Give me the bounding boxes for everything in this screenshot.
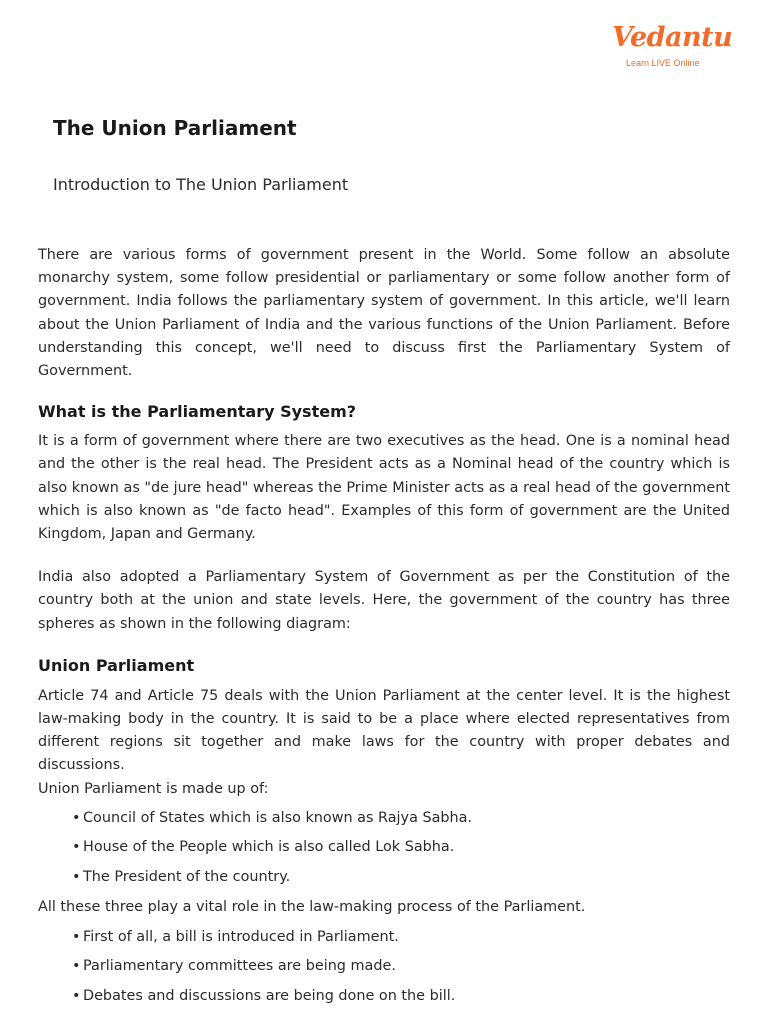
list-item: • Council of States which is also known as Rajya Sabha. (72, 809, 473, 826)
bullet-icon: • (72, 868, 81, 885)
bullet-icon: • (72, 809, 81, 826)
article-body (38, 244, 730, 1015)
bullet-icon: • (72, 987, 81, 1004)
bullet-icon: • (72, 958, 81, 975)
list-item: • The President of the country. (72, 868, 291, 885)
parliament-members-list (38, 808, 730, 887)
intro-paragraph: There are various forms of government present in the World. Some follow an absolute monarchy system, some follow presidential or parliamentary or some follow another form of government. India follows the parliamentary system of government. In this article, we'll learn about the Union Parliament of India and the various functions of the Union Parliament. Before understanding this concept, we'll need to discuss first the Parliamentary System of Government. (38, 247, 730, 380)
list-item: • Debates and discussions are being done on the bill. (72, 987, 456, 1004)
list-item: • Parliamentary committees are being made. (72, 958, 396, 975)
section-heading-union-parliament: Union Parliament (38, 655, 195, 675)
bullet-icon: • (72, 928, 81, 945)
page-subtitle: Introduction to The Union Parliament (53, 175, 349, 194)
law-making-steps-list (38, 927, 730, 1006)
india-adoption-paragraph: India also adopted a Parliamentary System of Government as per the Constitution of the country both at the union and state levels. Here, the government of the country has three spheres as shown in the following diagram: (38, 569, 730, 632)
page-title: The Union Parliament (53, 116, 297, 140)
law-making-paragraph: All these three play a vital role in the law-making process of the Parliament. (38, 899, 586, 916)
list-item: • House of the People which is also called Lok Sabha. (72, 839, 455, 856)
bullet-icon: • (72, 839, 81, 856)
union-parliament-paragraph: Article 74 and Article 75 deals with the Union Parliament at the center level. It is the highest law-making body in the country. It is said to be a place where elected representatives from different regions sit together and make laws for the country with proper debates and discussions. (38, 687, 730, 774)
parliamentary-system-paragraph: It is a form of government where there are two executives as the head. One is a nominal head and the other is the real head. The President acts as a Nominal head of the country which is also known as "de jure head" whereas the Prime Minister acts as a real head of the government which is also known as "de facto head". Examples of this form of government are the United Kingdom, Japan and Germany. (38, 433, 730, 543)
composition-intro: Union Parliament is made up of: (38, 780, 269, 797)
list-item: • First of all, a bill is introduced in Parliament. (72, 928, 399, 945)
section-heading-parliamentary-system: What is the Parliamentary System? (38, 402, 357, 422)
logo-tagline: Learn LIVE Online (626, 58, 700, 68)
vedantu-logo (612, 22, 733, 72)
logo-wordmark: Vedantu (612, 22, 733, 53)
